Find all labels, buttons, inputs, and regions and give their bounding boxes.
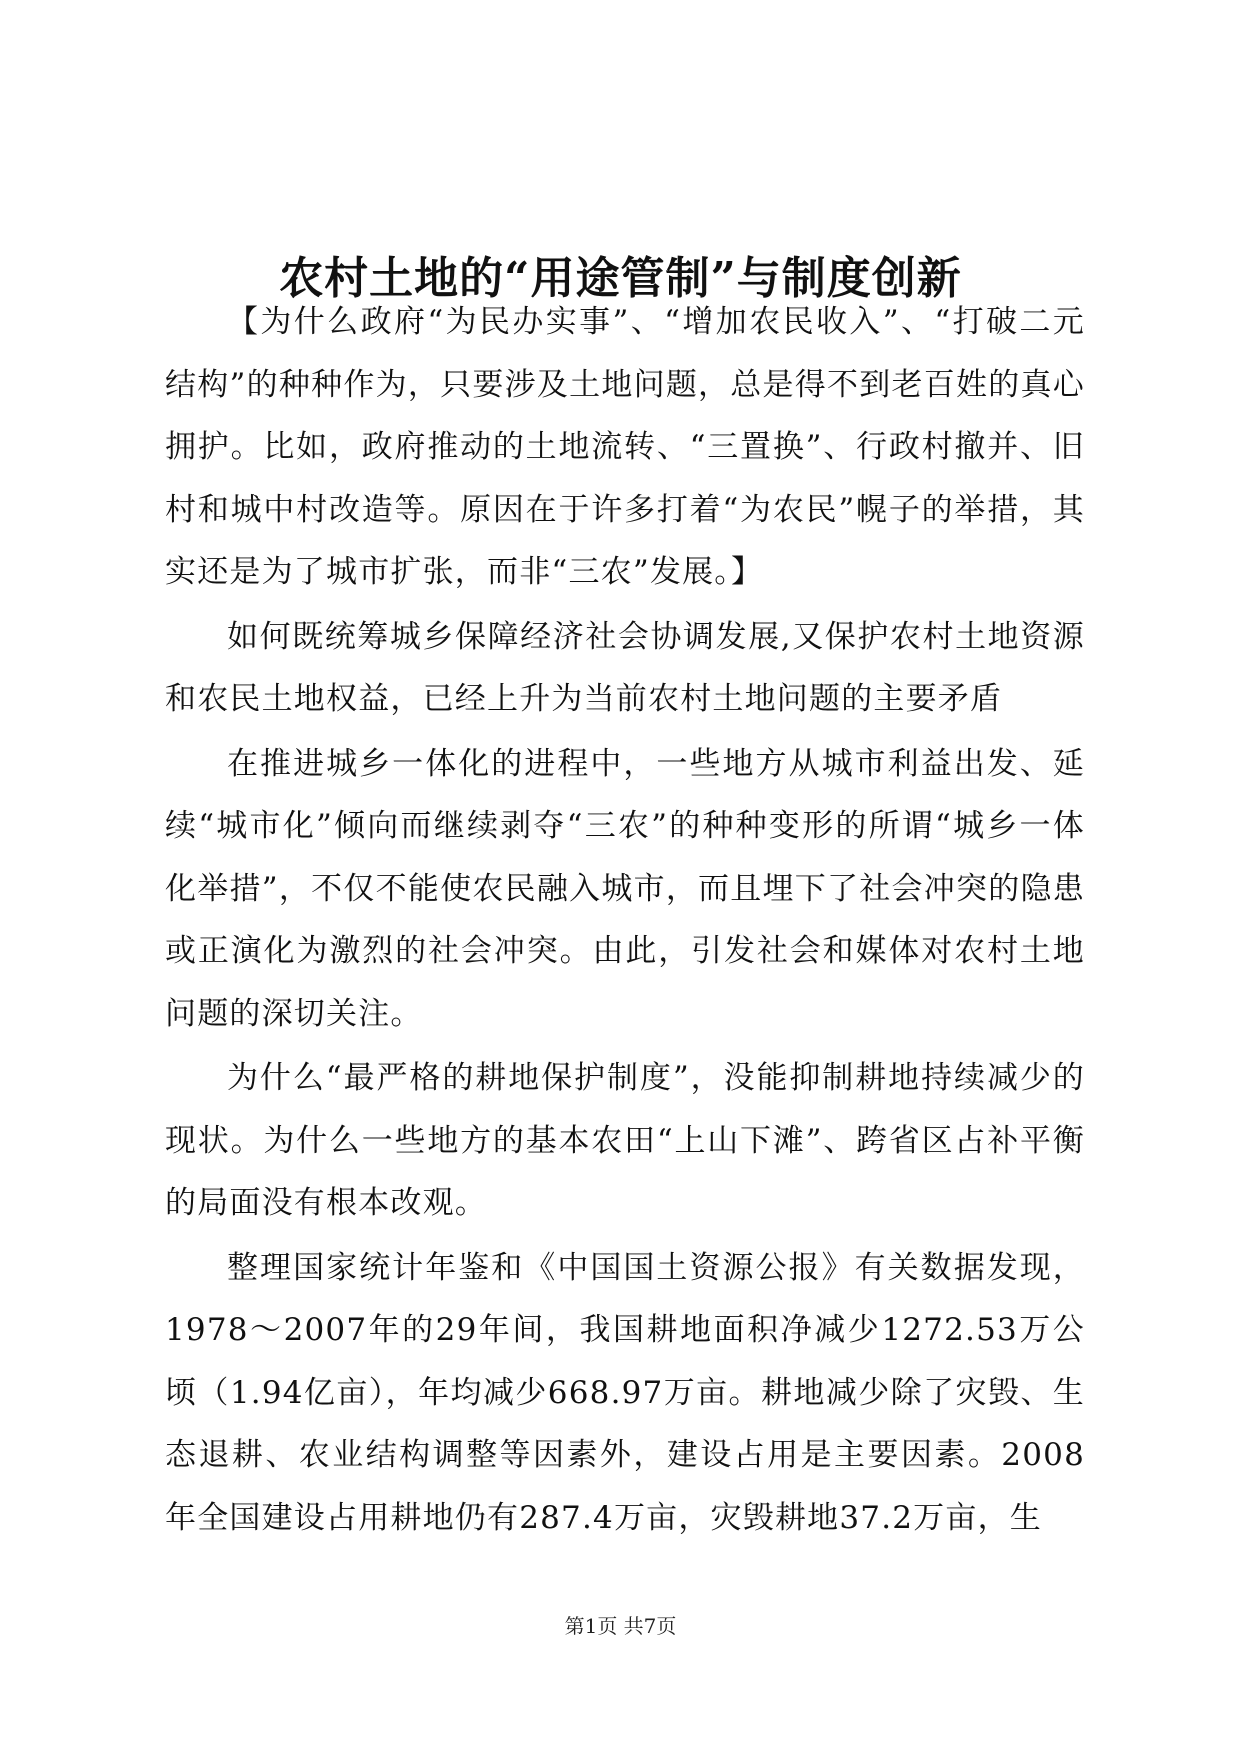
paragraph-4: 为什么“最严格的耕地保护制度”，没能抑制耕地持续减少的现状。为什么一些地方的基本农田“上山下滩”、跨省区占补平衡的局面没有根本改观。 <box>165 1060 1085 1221</box>
document-body <box>165 291 1085 1549</box>
paragraph-intro: 【为什么政府“为民办实事”、“增加农民收入”、“打破二元结构”的种种作为，只要涉及土地问题，总是得不到老百姓的真心拥护。比如，政府推动的土地流转、“三置换”、行政村撤并、旧村和城中村改造等。原因在于许多打着“为农民”幌子的举措，其实还是为了城市扩张，而非“三农”发展。】 <box>165 304 1085 590</box>
page-number-footer: 第1页 共7页 <box>564 1614 677 1638</box>
paragraph-2: 如何既统筹城乡保障经济社会协调发展,又保护农村土地资源和农民土地权益，已经上升为当前农村土地问题的主要矛盾 <box>165 618 1085 717</box>
document-title: 农村土地的“用途管制”与制度创新 <box>279 253 962 305</box>
paragraph-5: 整理国家统计年鉴和《中国国土资源公报》有关数据发现，1978～2007年的29年间，我国耕地面积净减少1272.53万公顷（1.94亿亩），年均减少668.97万亩。耕地减少除了灾毁、生态退耕、农业结构调整等因素外，建设占用是主要因素。2008年全国建设占用耕地仍有287.4万亩，灾毁耕地37.2万亩，生 <box>165 1249 1085 1536</box>
paragraph-3: 在推进城乡一体化的进程中，一些地方从城市利益出发、延续“城市化”倾向而继续剥夺“三农”的种种变形的所谓“城乡一体化举措”，不仅不能使农民融入城市，而且埋下了社会冲突的隐患或正演化为激烈的社会冲突。由此，引发社会和媒体对农村土地问题的深切关注。 <box>165 745 1085 1032</box>
